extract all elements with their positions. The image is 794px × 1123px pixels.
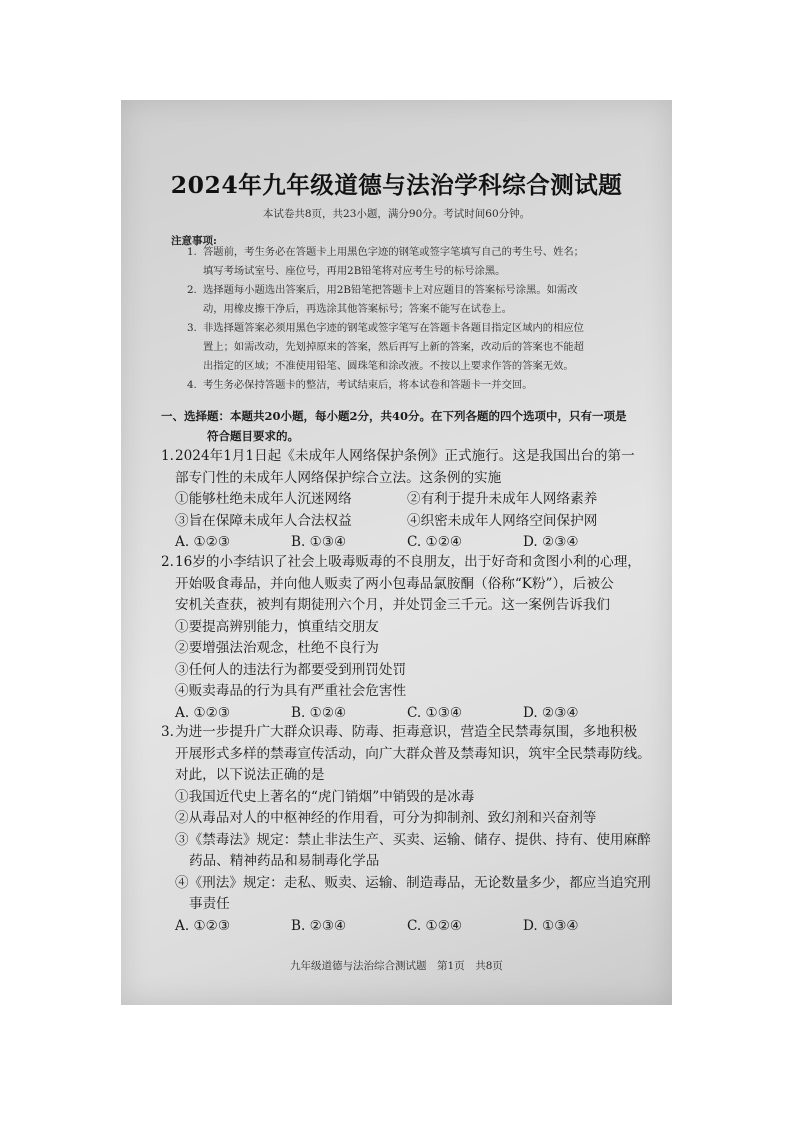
exam-subtitle: 本试卷共8页，共23小题，满分90分。考试时间60分钟。 bbox=[262, 208, 531, 220]
answer-choices bbox=[161, 532, 651, 554]
question-stem-line: 安机关查获，被判有期徒刑六个月，并处罚金三千元。这一案例告诉我们 bbox=[175, 597, 610, 613]
note-line: 答题前，考生务必在答题卡上用黑色字迹的钢笔或签字笔填写自己的考生号、姓名； bbox=[203, 246, 584, 258]
question-2 bbox=[161, 552, 651, 724]
note-item bbox=[187, 319, 627, 376]
option-item: ①我国近代史上著名的“虎门销烟”中销毁的是冰毒 bbox=[175, 788, 475, 805]
option-item: ④贩卖毒品的行为具有严重社会危害性 bbox=[175, 683, 407, 699]
note-line: 选择题每小题选出答案后，用2B铅笔把答题卡上对应题目的答案标号涂黑。如需改 bbox=[203, 284, 578, 296]
question-1 bbox=[161, 446, 651, 554]
note-number: 1. bbox=[187, 246, 197, 258]
exam-paper bbox=[121, 100, 672, 1005]
option-item: ②有利于提升未成年人网络素养 bbox=[407, 491, 598, 507]
answer-choice-b: B. ①②④ bbox=[291, 704, 347, 721]
option-item: ③任何人的违法行为都要受到刑罚处罚 bbox=[175, 661, 407, 678]
answer-choice-d: D. ①③④ bbox=[523, 917, 579, 934]
option-item: ③《禁毒法》规定：禁止非法生产、买卖、运输、储存、提供、持有、使用麻醉 bbox=[175, 831, 651, 848]
section-line: 一、选择题：本题共20小题，每小题2分，共40分。在下列各题的四个选项中，只有一项是 bbox=[161, 409, 627, 423]
answer-choice-d: D. ②③④ bbox=[523, 704, 579, 721]
answer-choices bbox=[161, 916, 651, 938]
exam-photo bbox=[121, 100, 672, 1005]
section-line: 符合题目要求的。 bbox=[207, 429, 299, 443]
question-stem-line: 开展形式多样的禁毒宣传活动，向广大群众普及禁毒知识，筑牢全民禁毒防线。 bbox=[175, 745, 651, 762]
option-item: 药品、精神药品和易制毒化学品 bbox=[189, 853, 380, 869]
note-item bbox=[187, 281, 627, 319]
question-stem-line: 为进一步提升广大群众识毒、防毒、拒毒意识，营造全民禁毒氛围，多地积极 bbox=[175, 724, 638, 740]
question-options bbox=[161, 489, 651, 532]
answer-choice-b: B. ①③④ bbox=[291, 534, 347, 550]
question-number: 1. bbox=[161, 448, 174, 464]
answer-choice-c: C. ①②④ bbox=[407, 917, 463, 934]
section-heading bbox=[161, 406, 631, 446]
question-stem-line: 部专门性的未成年人网络保护综合立法。这条例的实施 bbox=[175, 469, 502, 486]
answer-choices bbox=[161, 703, 651, 725]
note-number: 4. bbox=[187, 379, 197, 391]
note-line: 填写考场试室号、座位号，再用2B铅笔将对应考生号的标号涂黑。 bbox=[203, 265, 506, 277]
question-3 bbox=[161, 722, 651, 937]
option-item: ①能够杜绝未成年人沉迷网络 bbox=[175, 491, 352, 507]
note-line: 考生务必保持答题卡的整洁，考试结束后，将本试卷和答题卡一并交回。 bbox=[203, 379, 533, 391]
question-stem-line: 16岁的小李结识了社会上吸毒贩毒的不良朋友，出于好奇和贪图小利的心理， bbox=[175, 554, 641, 570]
answer-choice-d: D. ②③④ bbox=[523, 534, 579, 550]
option-item: ④《刑法》规定：走私、贩卖、运输、制造毒品，无论数量多少，都应当追究刑 bbox=[175, 874, 651, 891]
question-stem-line: 对此，以下说法正确的是 bbox=[175, 767, 325, 783]
note-item bbox=[187, 376, 627, 395]
notes-heading: 注意事项: bbox=[171, 235, 217, 247]
answer-choice-c: C. ①③④ bbox=[407, 704, 463, 721]
note-line: 出指定的区域；不准使用铅笔、圆珠笔和涂改液。不按以上要求作答的答案无效。 bbox=[203, 360, 574, 372]
question-stem-line: 开始吸食毒品，并向他人贩卖了两小包毒品氯胺酮（俗称“K粉”），后被公 bbox=[175, 575, 614, 592]
note-line: 置上；如需改动，先划掉原来的答案，然后再写上新的答案，改动后的答案也不能超 bbox=[203, 341, 584, 353]
question-number: 3. bbox=[161, 724, 174, 740]
option-item: ②从毒品对人的中枢神经的作用看，可分为抑制剂、致幻剂和兴奋剂等 bbox=[175, 810, 597, 826]
note-item bbox=[187, 243, 627, 281]
notes-list bbox=[187, 243, 627, 395]
answer-choice-a: A. ①②③ bbox=[175, 917, 231, 934]
answer-choice-c: C. ①②④ bbox=[407, 534, 463, 550]
exam-title: 2024年九年级道德与法治学科综合测试题 bbox=[170, 171, 623, 199]
note-line: 非选择题答案必须用黑色字迹的钢笔或签字笔写在答题卡各题目指定区域内的相应位 bbox=[203, 322, 584, 334]
question-stem-line: 2024年1月1日起《未成年人网络保护条例》正式施行。这是我国出台的第一 bbox=[175, 448, 635, 464]
question-number: 2. bbox=[161, 554, 174, 570]
option-item: ②要增强法治观念，杜绝不良行为 bbox=[175, 640, 379, 656]
page-footer: 九年级道德与法治综合测试题 第1页 共8页 bbox=[290, 960, 503, 972]
answer-choice-a: A. ①②③ bbox=[175, 704, 231, 721]
note-line: 动，用橡皮擦干净后，再选涂其他答案标号；答案不能写在试卷上。 bbox=[203, 303, 512, 315]
note-number: 2. bbox=[187, 284, 197, 296]
option-item: 事责任 bbox=[189, 896, 230, 912]
note-number: 3. bbox=[187, 322, 197, 334]
option-item: ④织密未成年人网络空间保护网 bbox=[407, 512, 598, 529]
answer-choice-a: A. ①②③ bbox=[175, 534, 231, 550]
option-item: ③旨在保障未成年人合法权益 bbox=[175, 512, 352, 529]
answer-choice-b: B. ②③④ bbox=[291, 917, 347, 934]
option-item: ①要提高辨别能力，慎重结交朋友 bbox=[175, 618, 379, 635]
